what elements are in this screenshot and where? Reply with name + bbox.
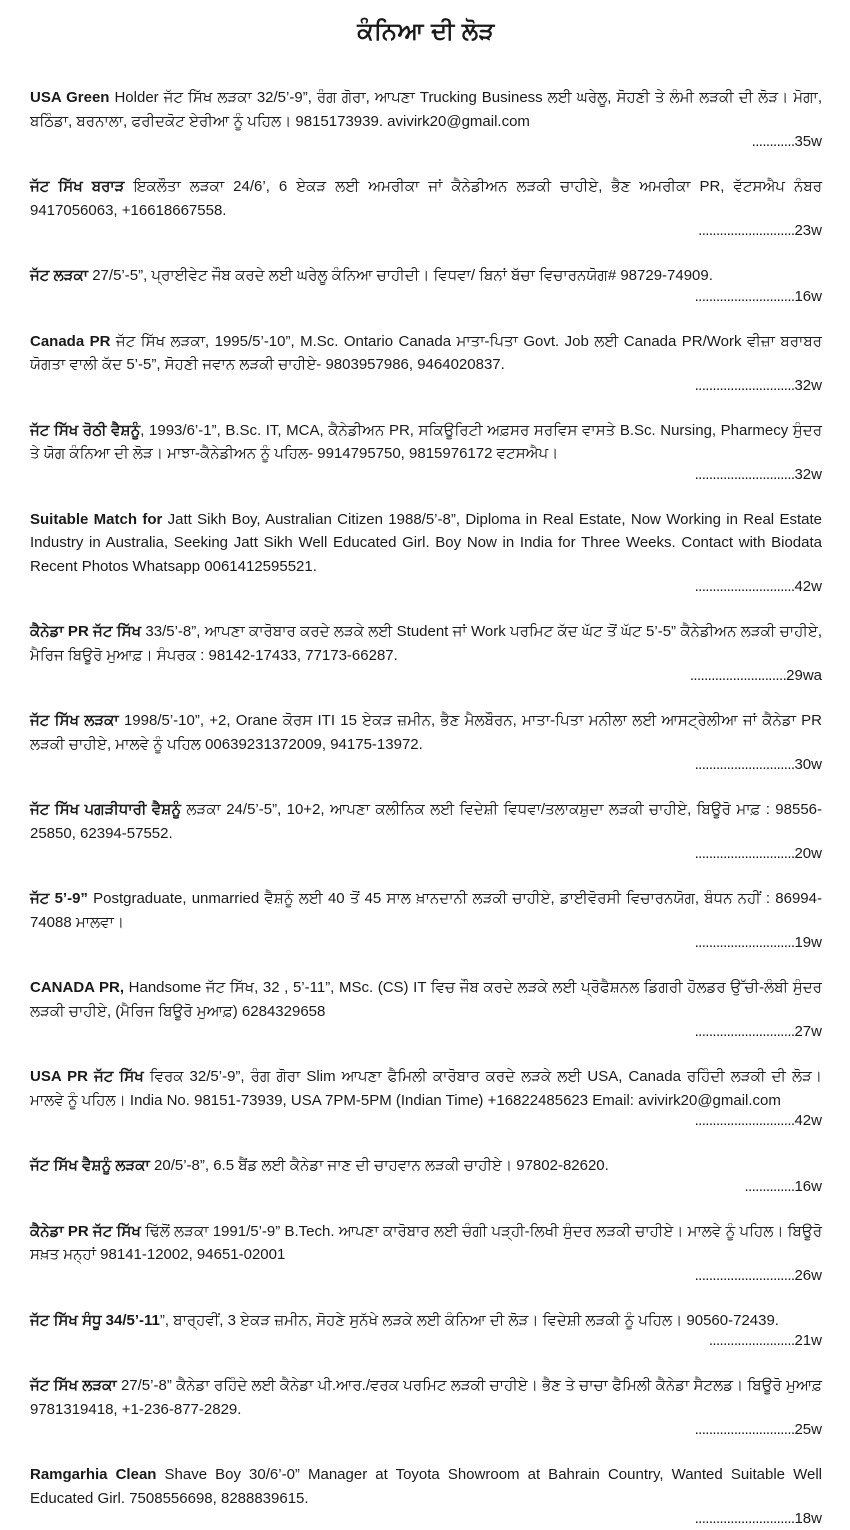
ad-item [30, 508, 822, 599]
ad-item [30, 798, 822, 865]
ad-heading: CANADA PR, [30, 979, 125, 996]
ad-description: ਵਿਰਕ 32/5’-9”, ਰੰਗ ਗੋਰਾ Slim ਆਪਣਾ ਫੈਮਿਲੀ ਕਾਰੋਬਾਰ ਕਰਦੇ ਲੜਕੇ ਲਈ USA, Canada ਰਹਿੰਦੀ ਲੜਕੀ ਦੀ ਲੋੜ। ਮਾਲਵੇ ਨੂੰ ਪਹਿਲ। India No. 98151-73939, USA 7PM-5PM (Indian Time) +16822485623 Email: avivirk20@gmail.com [30, 1068, 822, 1109]
dot-leader: ............................ [694, 1266, 795, 1284]
ad-code-row [30, 1021, 822, 1043]
ad-text [30, 1154, 822, 1178]
ad-heading: ਜੱਟ ਸਿੱਖ ਸੰਧੂ 34/5’-11 [30, 1311, 160, 1329]
dot-leader: ............................ [694, 1421, 795, 1438]
ad-item [30, 1220, 822, 1287]
ad-code-row [30, 1330, 822, 1352]
ad-description: 33/5’-8”, ਆਪਣਾ ਕਾਰੋਬਾਰ ਕਰਦੇ ਲੜਕੇ ਲਈ Student ਜਾਂ Work ਪਰਮਿਟ ਕੱਦ ਘੱਟ ਤੋਂ ਘੱਟ 5’-5” ਕੈਨੇਡੀਅਨ ਲੜਕੀ ਚਾਹੀਏ, ਮੈਰਿਜ ਬਿਊਰੋ ਮੁਆਫ਼। ਸੰਪਰਕ : 98142-17433, 77173-66287. [30, 623, 822, 664]
ad-heading: Canada PR [30, 332, 111, 350]
ad-item [30, 1309, 822, 1353]
ad-item [30, 86, 822, 153]
ad-text [30, 1065, 822, 1112]
ad-heading: ਜੱਟ ਲੜਕਾ [30, 267, 89, 284]
ad-item [30, 1065, 822, 1132]
ad-code: 42w [794, 578, 822, 595]
ad-text [30, 976, 822, 1023]
ad-code-row [30, 220, 822, 242]
ad-code: 32w [794, 376, 822, 394]
ad-description: Handsome ਜੱਟ ਸਿੱਖ, 32 , 5’-11”, MSc. (CS) IT ਵਿਚ ਜੌਬ ਕਰਦੇ ਲੜਕੇ ਲਈ ਪ੍ਰੋਫੈਸ਼ਨਲ ਡਿਗਰੀ ਹੋਲਡਰ ਉੱਚੀ-ਲੰਬੀ ਸੁੰਦਰ ਲੜਕੀ ਚਾਹੀਏ, (ਮੈਰਿਜ ਬਿਊਰੋ ਮੁਆਫ਼) 6284329658 [30, 979, 822, 1020]
ad-code-row [30, 1110, 822, 1132]
dot-leader: .............. [744, 1177, 795, 1195]
ad-code-row [30, 131, 822, 153]
ad-code: 26w [794, 1266, 822, 1284]
ad-item [30, 1374, 822, 1441]
ad-code: 16w [794, 287, 822, 305]
ad-text [30, 86, 822, 133]
ad-item [30, 709, 822, 776]
ad-description: Holder ਜੱਟ ਸਿੱਖ ਲੜਕਾ 32/5’-9”, ਰੰਗ ਗੋਰਾ, ਆਪਣਾ Trucking Business ਲਈ ਘਰੇਲੂ, ਸੋਹਣੀ ਤੇ ਲੰਮੀ ਲੜਕੀ ਦੀ ਲੋੜ। ਮੋਗਾ, ਬਠਿੰਡਾ, ਬਰਨਾਲਾ, ਫਰੀਦਕੋਟ ਏਰੀਆ ਨੂੰ ਪਹਿਲ। 9815173939. avivirk20@gmail.com [30, 89, 822, 130]
ad-heading: ਕੈਨੇਡਾ PR ਜੱਟ ਸਿੱਖ [30, 623, 142, 640]
ad-heading: ਜੱਟ ਸਿੱਖ ਵੈਸ਼ਨੂੰ ਲੜਕਾ [30, 1157, 150, 1174]
ad-heading: Suitable Match for [30, 510, 163, 528]
ad-text [30, 798, 822, 845]
ad-description: 20/5’-8”, 6.5 ਬੈਂਡ ਲਈ ਕੈਨੇਡਾ ਜਾਣ ਦੀ ਚਾਹਵਾਨ ਲੜਕੀ ਚਾਹੀਏ। 97802-82620. [149, 1157, 609, 1174]
ad-item [30, 976, 822, 1043]
ad-description: ਢਿੱਲੋਂ ਲੜਕਾ 1991/5’-9” B.Tech. ਆਪਣਾ ਕਾਰੋਬਾਰ ਲਈ ਚੰਗੀ ਪੜ੍ਹੀ-ਲਿਖੀ ਸੁੰਦਰ ਲੜਕੀ ਚਾਹੀਏ। ਮਾਲਵੇ ਨੂੰ ਪਹਿਲ। ਬਿਊਰੋ ਸਖ਼ਤ ਮਨ੍ਹਾਂ 98141-12002, 94651-02001 [30, 1222, 822, 1263]
ad-item [30, 330, 822, 397]
ad-code-row [30, 932, 822, 954]
ad-text [30, 709, 822, 756]
ad-code: 23w [794, 222, 822, 239]
ad-code: 16w [794, 1177, 822, 1195]
ad-code: 20w [794, 845, 822, 862]
dot-leader: ............................ [694, 465, 795, 483]
ad-heading: ਜੱਟ ਸਿੱਖ ਲੜਕਾ [30, 1377, 117, 1394]
ad-code-row [30, 665, 822, 687]
ad-item [30, 887, 822, 954]
ad-code-row [30, 464, 822, 486]
ad-heading: Ramgarhia Clean [30, 1466, 157, 1483]
dot-leader: ............................ [694, 934, 795, 951]
dot-leader: ............................ [694, 1112, 795, 1129]
ad-code: 18w [794, 1510, 822, 1527]
dot-leader: ........................ [708, 1332, 795, 1349]
ad-description: ਇਕਲੌਤਾ ਲੜਕਾ 24/6’, 6 ਏਕੜ ਲਈ ਅਮਰੀਕਾ ਜਾਂ ਕੈਨੇਡੀਅਨ ਲੜਕੀ ਚਾਹੀਏ, ਭੈਣ ਅਮਰੀਕਾ PR, ਵੱਟਸਐਪ ਨੰਬਰ 9417056063, +16618667558. [30, 178, 822, 219]
ad-code-row [30, 286, 822, 308]
ad-text [30, 1374, 822, 1421]
ad-heading: ਜੱਟ ਸਿੱਖ ਲੜਕਾ [30, 712, 119, 729]
dot-leader: ............................ [694, 376, 795, 394]
ad-code-row [30, 576, 822, 598]
dot-leader: ........................... [698, 222, 795, 239]
dot-leader: ............................ [694, 756, 795, 773]
ad-text [30, 264, 822, 288]
ad-code: 30w [794, 756, 822, 773]
dot-leader: ............................ [694, 578, 795, 595]
ad-code-row [30, 754, 822, 776]
ad-description: 1998/5’-10”, +2, Orane ਕੋਰਸ ITI 15 ਏਕੜ ਜ਼ਮੀਨ, ਭੈਣ ਮੈਲਬੌਰਨ, ਮਾਤਾ-ਪਿਤਾ ਮਨੀਲਾ ਲਈ ਆਸਟ੍ਰੇਲੀਆ ਜਾਂ ਕੈਨੇਡਾ PR ਲੜਕੀ ਚਾਹੀਏ, ਮਾਲਵੇ ਨੂੰ ਪਹਿਲ 00639231372009, 94175-13972. [30, 712, 823, 753]
ad-description: ਲੜਕਾ 24/5’-5”, 10+2, ਆਪਣਾ ਕਲੀਨਿਕ ਲਈ ਵਿਦੇਸ਼ੀ ਵਿਧਵਾ/ਤਲਾਕਸ਼ੁਦਾ ਲੜਕੀ ਚਾਹੀਏ, ਬਿਊਰੋ ਮਾਫ਼ : 98556-25850, 62394-57552. [30, 801, 822, 842]
ad-item [30, 1154, 822, 1198]
ad-description: Postgraduate, unmarried ਵੈਸ਼ਨੂੰ ਲਈ 40 ਤੋਂ 45 ਸਾਲ ਖ਼ਾਨਦਾਨੀ ਲੜਕੀ ਚਾਹੀਏ, ਡਾਈਵੋਰਸੀ ਵਿਚਾਰਨਯੋਗ, ਬੰਧਨ ਨਹੀਂ : 86994-74088 ਮਾਲਵਾ। [30, 890, 822, 931]
ad-code: 19w [794, 934, 822, 951]
ad-heading: USA PR ਜੱਟ ਸਿੱਖ [30, 1068, 144, 1085]
ad-description: 27/5’-5”, ਪ੍ਰਾਈਵੇਟ ਜੌਬ ਕਰਦੇ ਲਈ ਘਰੇਲੂ ਕੰਨਿਆ ਚਾਹੀਦੀ। ਵਿਧਵਾ/ ਬਿਨਾਂ ਬੱਚਾ ਵਿਚਾਰਨਯੋਗ# 98729-74909. [88, 267, 713, 284]
ad-code-row [30, 843, 822, 865]
page-title: ਕੰਨਿਆ ਦੀ ਲੋੜ [357, 18, 495, 45]
ad-code-row [30, 1176, 822, 1198]
ad-text [30, 1309, 822, 1333]
ad-text [30, 419, 822, 466]
ad-text [30, 508, 822, 579]
ad-item [30, 264, 822, 308]
ad-description: ਜੱਟ ਸਿੱਖ ਲੜਕਾ, 1995/5’-10”, M.Sc. Ontario Canada ਮਾਤਾ-ਪਿਤਾ Govt. Job ਲਈ Canada PR/Work ਵੀਜ਼ਾ ਬਰਾਬਰ ਯੋਗਤਾ ਵਾਲੀ ਕੱਦ 5’-5”, ਸੋਹਣੀ ਜਵਾਨ ਲੜਕੀ ਚਾਹੀਏ- 9803957986, 9464020837. [30, 332, 822, 373]
ad-item [30, 175, 822, 242]
ad-description: ”, ਬਾਰ੍ਹਵੀਂ, 3 ਏਕੜ ਜ਼ਮੀਨ, ਸੋਹਣੇ ਸੁਨੱਖੇ ਲੜਕੇ ਲਈ ਕੰਨਿਆ ਦੀ ਲੋੜ। ਵਿਦੇਸ਼ੀ ਲੜਕੀ ਨੂੰ ਪਹਿਲ। 90560-72439. [159, 1311, 779, 1329]
dot-leader: ............................ [694, 1023, 795, 1040]
ad-heading: ਜੱਟ ਸਿੱਖ ਬਰਾੜ [30, 178, 125, 195]
ad-text [30, 1463, 822, 1510]
dot-leader: ............................ [694, 287, 795, 305]
ad-text [30, 887, 822, 934]
ad-item [30, 1463, 822, 1530]
ad-heading: ਕੈਨੇਡਾ PR ਜੱਟ ਸਿੱਖ [30, 1222, 141, 1240]
ad-text [30, 330, 822, 377]
ad-heading: ਜੱਟ ਸਿੱਖ ਰੋਠੀ ਵੈਸ਼ਨੂੰ [30, 421, 141, 439]
ad-code-row [30, 1508, 822, 1530]
ad-code: 21w [794, 1332, 822, 1349]
ad-description: Shave Boy 30/6’-0” Manager at Toyota Showroom at Bahrain Country, Wanted Suitable Well Educated Girl. 7508556698, 8288839615. [30, 1466, 822, 1507]
dot-leader: ............ [751, 133, 795, 150]
ad-code-row [30, 375, 822, 397]
ads-list [30, 86, 822, 1530]
ad-heading: ਜੱਟ ਸਿੱਖ ਪਗੜੀਧਾਰੀ ਵੈਸ਼ਨੂੰ [30, 801, 181, 818]
dot-leader: ............................ [694, 1510, 795, 1527]
ad-code: 32w [794, 465, 822, 483]
dot-leader: ............................ [694, 845, 795, 862]
ad-description: Jatt Sikh Boy, Australian Citizen 1988/5’-8”, Diploma in Real Estate, Now Working in Real Estate Industry in Australia, Seeking Jatt Sikh Well Educated Girl. Boy Now in India for Three Weeks. Contact with Biodata Recent Photos Whatsapp 0061412595521. [30, 510, 822, 575]
ad-code-row [30, 1419, 822, 1441]
ad-item [30, 620, 822, 687]
ad-code: 25w [794, 1421, 822, 1438]
dot-leader: ........................... [689, 667, 787, 684]
ad-description: 27/5’-8” ਕੈਨੇਡਾ ਰਹਿੰਦੇ ਲਈ ਕੈਨੇਡਾ ਪੀ.ਆਰ./ਵਰਕ ਪਰਮਿਟ ਲੜਕੀ ਚਾਹੀਏ। ਭੈਣ ਤੇ ਚਾਚਾ ਫੈਮਿਲੀ ਕੈਨੇਡਾ ਸੈਟਲਡ। ਬਿਊਰੋ ਮੁਆਫ਼ 9781319418, +1-236-877-2829. [30, 1377, 822, 1418]
ad-code: 27w [794, 1023, 822, 1040]
ad-text [30, 1220, 822, 1267]
ad-text [30, 175, 822, 222]
ad-item [30, 419, 822, 486]
ad-heading: USA Green [30, 89, 110, 106]
ad-code: 29wa [786, 667, 822, 684]
ad-heading: ਜੱਟ 5’-9” [30, 890, 88, 907]
ad-code: 35w [794, 133, 822, 150]
ad-code: 42w [794, 1112, 822, 1129]
ad-text [30, 620, 822, 667]
ad-description: , 1993/6’-1”, B.Sc. IT, MCA, ਕੈਨੇਡੀਅਨ PR, ਸਕਿਊਰਿਟੀ ਅਫ਼ਸਰ ਸਰਵਿਸ ਵਾਸਤੇ B.Sc. Nursing, Pharmecy ਸੁੰਦਰ ਤੇ ਯੋਗ ਕੰਨਿਆ ਦੀ ਲੋੜ। ਮਾਝਾ-ਕੈਨੇਡੀਅਨ ਨੂੰ ਪਹਿਲ- 9914795750, 9815976172 ਵਟਸਐਪ। [30, 421, 822, 462]
